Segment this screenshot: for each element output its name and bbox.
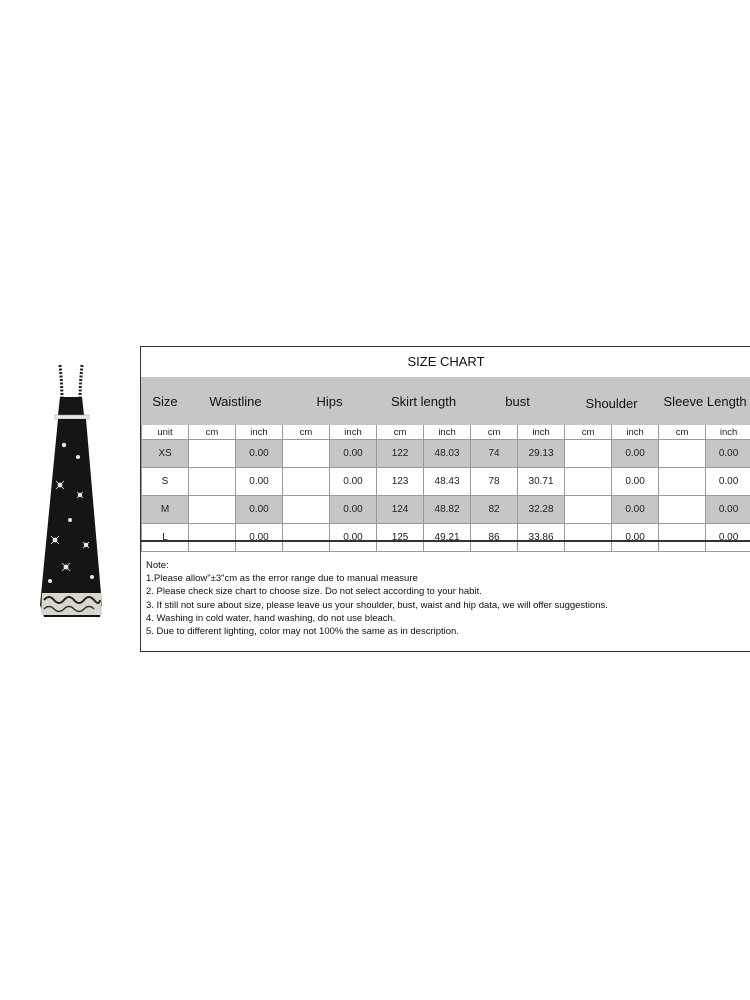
notes-section (141, 547, 746, 638)
header-waistline: Waistline (189, 378, 283, 425)
value-cell: 0.00 (330, 440, 377, 468)
value-cell: 124 (377, 496, 424, 524)
value-cell: 0.00 (706, 440, 750, 468)
value-cell (659, 440, 706, 468)
value-cell (659, 468, 706, 496)
size-cell: L (142, 524, 189, 552)
value-cell: 32.28 (518, 496, 565, 524)
value-cell (283, 440, 330, 468)
value-cell: 30.71 (518, 468, 565, 496)
value-cell: 48.82 (424, 496, 471, 524)
dress-photo (0, 345, 140, 653)
size-chart (140, 346, 750, 652)
note-line: 1.Please allow"±3"cm as the error range due to manual measure (146, 573, 418, 585)
unit-cell: cm (659, 425, 706, 440)
unit-cell: inch (612, 425, 659, 440)
unit-cell: inch (236, 425, 283, 440)
value-cell: 29.13 (518, 440, 565, 468)
value-cell (189, 468, 236, 496)
unit-cell: cm (189, 425, 236, 440)
value-cell (565, 440, 612, 468)
size-cell: M (142, 496, 189, 524)
value-cell: 33.86 (518, 524, 565, 552)
value-cell: 0.00 (706, 496, 750, 524)
size-table (141, 377, 750, 552)
value-cell: 0.00 (330, 496, 377, 524)
value-cell: 49.21 (424, 524, 471, 552)
value-cell: 48.43 (424, 468, 471, 496)
header-shoulder: Shoulder (565, 378, 659, 425)
value-cell (565, 468, 612, 496)
unit-cell: cm (565, 425, 612, 440)
unit-cell: inch (330, 425, 377, 440)
table-row (142, 496, 750, 524)
size-chart-title: SIZE CHART (407, 354, 485, 369)
value-cell: 0.00 (236, 496, 283, 524)
unit-cell: inch (424, 425, 471, 440)
unit-cell: inch (518, 425, 565, 440)
table-divider (141, 540, 750, 542)
value-cell: 78 (471, 468, 518, 496)
value-cell: 0.00 (330, 524, 377, 552)
note-line: 2. Please check size chart to choose size. Do not select according to your habit. (146, 586, 482, 598)
notes-heading: Note: (146, 560, 169, 571)
value-cell: 86 (471, 524, 518, 552)
value-cell: 125 (377, 524, 424, 552)
unit-row (142, 425, 750, 440)
value-cell: 0.00 (236, 440, 283, 468)
value-cell: 0.00 (236, 468, 283, 496)
table-row (142, 440, 750, 468)
unit-cell: cm (471, 425, 518, 440)
header-hips: Hips (283, 378, 377, 425)
value-cell: 74 (471, 440, 518, 468)
size-cell: S (142, 468, 189, 496)
header-bust: bust (471, 378, 565, 425)
value-cell: 0.00 (612, 524, 659, 552)
unit-cell: inch (706, 425, 750, 440)
value-cell (565, 496, 612, 524)
value-cell: 0.00 (706, 524, 750, 552)
value-cell (659, 496, 706, 524)
unit-cell: cm (283, 425, 330, 440)
value-cell: 0.00 (612, 440, 659, 468)
value-cell: 0.00 (706, 468, 750, 496)
header-size: Size (142, 378, 189, 425)
unit-cell: unit (142, 425, 189, 440)
value-cell: 0.00 (330, 468, 377, 496)
unit-cell: cm (377, 425, 424, 440)
value-cell: 0.00 (236, 524, 283, 552)
value-cell: 48.03 (424, 440, 471, 468)
header-sleeve-length: Sleeve Length (659, 378, 750, 425)
value-cell (189, 440, 236, 468)
value-cell: 122 (377, 440, 424, 468)
value-cell: 123 (377, 468, 424, 496)
value-cell (283, 468, 330, 496)
table-header-row (142, 378, 750, 425)
header-skirt-length: Skirt length (377, 378, 471, 425)
value-cell: 0.00 (612, 468, 659, 496)
value-cell (189, 496, 236, 524)
value-cell (283, 496, 330, 524)
note-line: 3. If still not sure about size, please leave us your shoulder, bust, waist and hip data, we will offer suggestions. (146, 599, 608, 611)
table-row (142, 468, 750, 496)
value-cell: 82 (471, 496, 518, 524)
value-cell: 0.00 (612, 496, 659, 524)
note-line: 4. Washing in cold water, hand washing, do not use bleach. (146, 612, 396, 624)
size-cell: XS (142, 440, 189, 468)
note-line: 5. Due to different lighting, color may not 100% the same as in description. (146, 626, 459, 638)
